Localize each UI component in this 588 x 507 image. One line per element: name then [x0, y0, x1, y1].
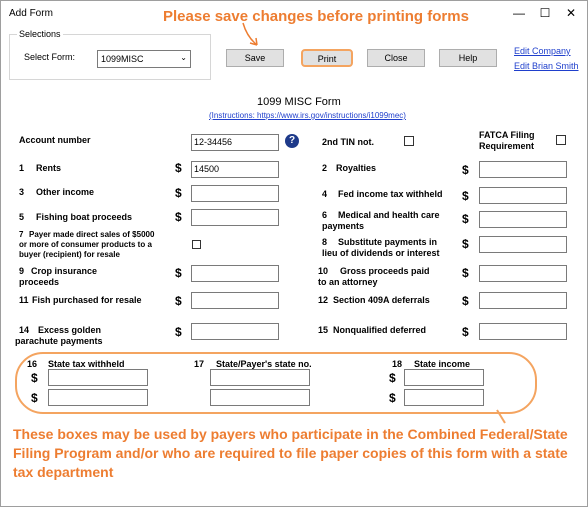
box4-number: 4 [322, 189, 328, 199]
window-title: Add Form [9, 8, 53, 19]
box17-label: State/Payer's state no. [216, 359, 312, 369]
box14-label-line1: Excess golden [38, 325, 102, 335]
state-filing-annotation: These boxes may be used by payers who participate in the Combined Federal/State Filing Program and/or who are required to file paper copies of this form with a state tax department [13, 426, 568, 480]
box10-attorney-field[interactable] [479, 265, 567, 282]
box16-state-tax-field-1[interactable] [48, 369, 148, 386]
box5-number: 5 [19, 212, 25, 222]
minimize-icon[interactable]: — [513, 6, 525, 20]
box8-number: 8 [322, 237, 328, 247]
edit-company-link[interactable]: Edit Company [514, 46, 571, 56]
box15-dollar: $ [462, 325, 469, 339]
box9-label-line1: Crop insurance [31, 266, 98, 276]
box6-label-line2: payments [322, 221, 365, 231]
box3-label: Other income [36, 187, 95, 197]
box8-label-line2: lieu of dividends or interest [322, 248, 440, 258]
box11-fish-purchased-field[interactable] [191, 292, 279, 309]
box7-label-line1: Payer made direct sales of $5000 [29, 230, 155, 239]
box15-number: 15 [318, 325, 329, 335]
form-title: 1099 MISC Form [257, 96, 341, 108]
box10-label-line2: to an attorney [318, 277, 378, 287]
chevron-down-icon: ⌄ [180, 53, 187, 62]
box14-golden-parachute-field[interactable] [191, 323, 279, 340]
save-before-print-annotation: Please save changes before printing forms [163, 8, 469, 25]
select-form-dropdown[interactable] [97, 50, 191, 68]
fatca-label-line2: Requirement [479, 141, 535, 151]
select-form-label: Select Form: [24, 52, 76, 62]
box18-label: State income [414, 359, 471, 369]
box14-dollar: $ [175, 325, 182, 339]
box17-number: 17 [194, 359, 205, 369]
box16-dollar-2: $ [31, 391, 38, 405]
help-icon[interactable]: ? [285, 134, 299, 148]
box9-number: 9 [19, 266, 25, 276]
box16-dollar-1: $ [31, 371, 38, 385]
account-number-label: Account number [19, 135, 91, 145]
box3-number: 3 [19, 187, 25, 197]
box5-label: Fishing boat proceeds [36, 212, 133, 222]
box2-dollar: $ [462, 163, 469, 177]
box11-label: Fish purchased for resale [32, 295, 142, 305]
box15-label: Nonqualified deferred [333, 325, 427, 335]
box3-other-income-field[interactable] [191, 185, 279, 202]
box18-dollar-1: $ [389, 371, 396, 385]
box4-label: Fed income tax withheld [338, 189, 443, 199]
box5-fishing-boat-field[interactable] [191, 209, 279, 226]
box7-label-line3: buyer (recipient) for resale [19, 250, 120, 259]
box1-label: Rents [36, 163, 62, 173]
annotation-arrow-icon [239, 21, 265, 49]
instructions-link[interactable]: (Instructions: https://www.irs.gov/instructions/i1099mec) [209, 111, 406, 120]
box18-state-income-field-2[interactable] [404, 389, 484, 406]
close-button[interactable]: Close [367, 49, 425, 67]
help-button[interactable]: Help [439, 49, 497, 67]
fatca-checkbox[interactable] [556, 135, 566, 145]
box11-number: 11 [19, 295, 29, 305]
box18-number: 18 [392, 359, 403, 369]
selections-group [9, 29, 211, 80]
box6-medical-field[interactable] [479, 211, 567, 228]
second-tin-label: 2nd TIN not. [322, 137, 374, 147]
box2-number: 2 [322, 163, 328, 173]
box16-state-tax-field-2[interactable] [48, 389, 148, 406]
annotation-pointer-icon [495, 409, 509, 425]
select-form-value: 1099MISC [101, 54, 144, 64]
box9-label-line2: proceeds [19, 277, 60, 287]
account-number-field[interactable]: 12-34456 [191, 134, 279, 151]
box2-label: Royalties [336, 163, 377, 173]
box12-409a-field[interactable] [479, 292, 567, 309]
box5-dollar: $ [175, 210, 182, 224]
box18-state-income-field-1[interactable] [404, 369, 484, 386]
box10-number: 10 [318, 266, 329, 276]
box17-state-no-field-2[interactable] [210, 389, 310, 406]
box1-rents-field[interactable]: 14500 [191, 161, 279, 178]
box16-label: State tax withheld [48, 359, 125, 369]
box14-number: 14 [19, 325, 30, 335]
box2-royalties-field[interactable] [479, 161, 567, 178]
box10-label-line1: Gross proceeds paid [340, 266, 430, 276]
maximize-icon[interactable]: ☐ [539, 6, 551, 20]
box6-label-line1: Medical and health care [338, 210, 440, 220]
box12-dollar: $ [462, 294, 469, 308]
box12-label: Section 409A deferrals [333, 295, 430, 305]
box6-number: 6 [322, 210, 328, 220]
box8-label-line1: Substitute payments in [338, 237, 438, 247]
box3-dollar: $ [175, 186, 182, 200]
box7-number: 7 [19, 230, 24, 239]
box10-dollar: $ [462, 266, 469, 280]
box4-dollar: $ [462, 189, 469, 203]
box6-dollar: $ [462, 212, 469, 226]
edit-user-link[interactable]: Edit Brian Smith [514, 61, 579, 71]
box1-number: 1 [19, 163, 25, 173]
print-button[interactable]: Print [301, 49, 353, 67]
save-button[interactable]: Save [226, 49, 284, 67]
box11-dollar: $ [175, 294, 182, 308]
selections-legend: Selections [19, 29, 61, 39]
box15-nonqualified-field[interactable] [479, 323, 567, 340]
box8-substitute-payments-field[interactable] [479, 236, 567, 253]
box18-dollar-2: $ [389, 391, 396, 405]
box9-crop-insurance-field[interactable] [191, 265, 279, 282]
box7-direct-sales-checkbox[interactable] [192, 240, 201, 249]
box4-fed-tax-field[interactable] [479, 187, 567, 204]
box14-label-line2: parachute payments [15, 336, 103, 346]
box17-state-no-field-1[interactable] [210, 369, 310, 386]
second-tin-checkbox[interactable] [404, 136, 414, 146]
close-window-icon[interactable]: ✕ [565, 6, 577, 20]
box9-dollar: $ [175, 266, 182, 280]
box1-dollar: $ [175, 161, 182, 175]
box8-dollar: $ [462, 237, 469, 251]
fatca-label-line1: FATCA Filing [479, 130, 535, 140]
box7-label-line2: or more of consumer products to a [19, 240, 152, 249]
box16-number: 16 [27, 359, 38, 369]
box12-number: 12 [318, 295, 329, 305]
